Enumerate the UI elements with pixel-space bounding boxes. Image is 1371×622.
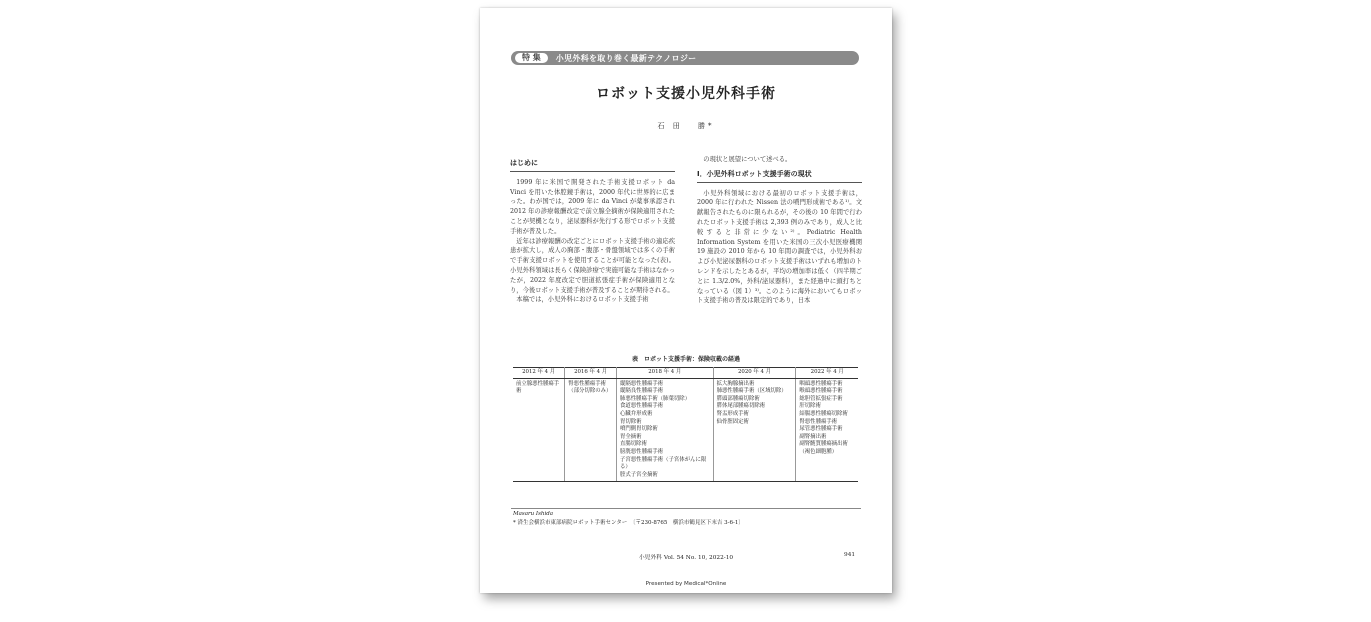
procedure-item: 膵頭部腫瘍切除術: [716, 395, 760, 402]
table-header: 2016 年 4 月: [565, 368, 617, 379]
procedure-item: 膀胱悪性腫瘍手術: [620, 448, 664, 455]
feature-title: 小児外科を取り巻く最新テクノロジー: [555, 53, 697, 63]
table-cell-2018: [617, 378, 714, 482]
procedure-item: 副腎髄質腫瘍摘出術（褐色細胞腫）: [799, 441, 848, 455]
table-header: 2020 年 4 月: [713, 368, 796, 379]
author-affiliation: * 済生会横浜市東部病院ロボット手術センター 〔〒230-8765 横浜市鶴見区下末吉 3-6-1〕: [513, 520, 744, 526]
procedure-item: 尿管悪性腫瘍手術: [799, 426, 843, 433]
procedure-item: 腎悪性腫瘍手術（部分切除のみ）: [568, 380, 612, 395]
procedure-item: 胃全摘術: [620, 433, 642, 440]
table-header: 2012 年 4 月: [513, 368, 565, 379]
author-roman-name: Masaru Ishida: [513, 511, 554, 517]
journal-citation: 小児外科 Vol. 54 No. 10, 2022-10: [638, 555, 734, 561]
procedure-item: 副腎摘出術: [799, 433, 827, 440]
intro-paragraph: 1999 年に米国で開発された手術支援ロボット da Vinci を用いた体腔鏡手術は，2000 年代に世界的に広まった。わが国では，2009 年に da Vinci が薬事承認され 2012 年の診療報酬改定で前立腺全摘術が保険適用されたことが契機となり，泌尿器科が先行する形でロボット支援手術が普及した。: [510, 178, 675, 235]
table-cell-2020: [713, 378, 796, 482]
procedure-item: 腎盂形成手術: [716, 410, 749, 417]
article-author: 石 田 勝*: [657, 122, 715, 130]
procedure-item: 直腸切除術: [620, 441, 647, 448]
body-paragraph: 小児外科領域における最初のロボット支援手術は，2000 年に行われた Nissen 法の噴門形成術である¹⁾。文献報告されたものに限られるが，その後の 10 年間で行われたロボット支援手術は 2,393 例のみであり，成人と比較すると非常に少ない²⁾。Pediatric Health Information System を用いた米国の三次小児医療機関 19 施設の 2010 年から 10 年間の調査では，小児外科および小児泌尿器科のロボット支援手術はいずれも増加のトレンドを示したとあるが，平均の増加率は低く（四半期ごとに 1.3/2.0%，外科/泌尿器科），また経過中に頭打ちとなっている（図 1）³⁾。このように海外においてもロボット支援手術の普及は限定的であり，日本: [697, 189, 862, 305]
procedure-item: 喉頭悪性腫瘍手術: [799, 388, 843, 395]
right-column: [697, 155, 862, 306]
procedure-item: 肺悪性腫瘍手術（肺葉切除）: [620, 395, 691, 402]
procedure-item: 膵体尾部腫瘍切除術: [716, 403, 766, 410]
procedure-item: 食道悪性腫瘍手術: [620, 403, 664, 410]
procedure-item: 肺悪性腫瘍手術（区域切除）: [716, 388, 787, 395]
procedure-item: 噴門側胃切除術: [620, 426, 658, 433]
left-column: [510, 159, 675, 305]
intro-paragraph: 本稿では，小児外科におけるロボット支援手術: [516, 296, 649, 304]
section-heading: Ⅰ．小児外科ロボット支援手術の現状: [697, 170, 862, 183]
table-caption: 表 ロボット支援手術：保険収載の経過: [631, 356, 740, 363]
page-number: 941: [844, 552, 856, 558]
table-header: 2018 年 4 月: [617, 368, 714, 379]
table-header-row: [513, 368, 858, 379]
table-row: [513, 378, 858, 482]
procedure-item: 子宮悪性腫瘍手術（子宮体がんに限る）: [620, 456, 707, 471]
procedure-item: 肝切除術: [799, 403, 821, 410]
procedure-item: 胃切除術: [620, 418, 642, 425]
procedure-item: 結腸悪性腫瘍切除術: [799, 410, 848, 417]
insurance-table: [513, 367, 858, 482]
article-title: ロボット支援小児外科手術: [596, 86, 776, 102]
table-cell-2022: [796, 378, 858, 482]
article-page: [480, 8, 892, 593]
procedure-item: 縦隔良性腫瘍手術: [620, 388, 664, 395]
procedure-item: 縦隔悪性腫瘍手術: [620, 380, 664, 387]
continued-text: の現状と展望について述べる。: [703, 156, 792, 163]
intro-heading: はじめに: [510, 159, 675, 172]
procedure-item: 前立腺悪性腫瘍手術: [516, 380, 560, 395]
intro-paragraph: 近年は診療報酬の改定ごとにロボット支援手術の適応疾患が拡大し，成人の胸部・腹部・骨盤領域では多くの手術で手術支援ロボットを使用することが可能となった(表)。小児外科領域は長らく保険診療で実施可能な手術はなかったが，2022 年度改定で胆道拡張症手術が保険適用となり，今後ロボット支援手術が普及することが期待される。: [510, 237, 675, 294]
presented-by: Presented by Medical*Online: [645, 581, 727, 587]
procedure-item: 総胆管拡張症手術: [799, 395, 843, 402]
feature-banner: [511, 51, 859, 65]
procedure-item: 心臓弁形成術: [620, 410, 653, 417]
table-cell-2016: [565, 378, 617, 482]
table-header: 2022 年 4 月: [796, 368, 858, 379]
procedure-item: 仙骨腟固定術: [716, 418, 749, 425]
procedure-item: 腎悪性腫瘍手術: [799, 418, 838, 425]
table-cell-2012: [513, 378, 565, 482]
procedure-item: 咽頭悪性腫瘍手術: [799, 380, 843, 387]
procedure-item: 拡大胸腺摘出術: [716, 380, 755, 387]
procedure-item: 腟式子宮全摘術: [620, 471, 658, 478]
feature-tag: 特 集: [515, 53, 548, 63]
footnote-divider: [511, 508, 861, 509]
